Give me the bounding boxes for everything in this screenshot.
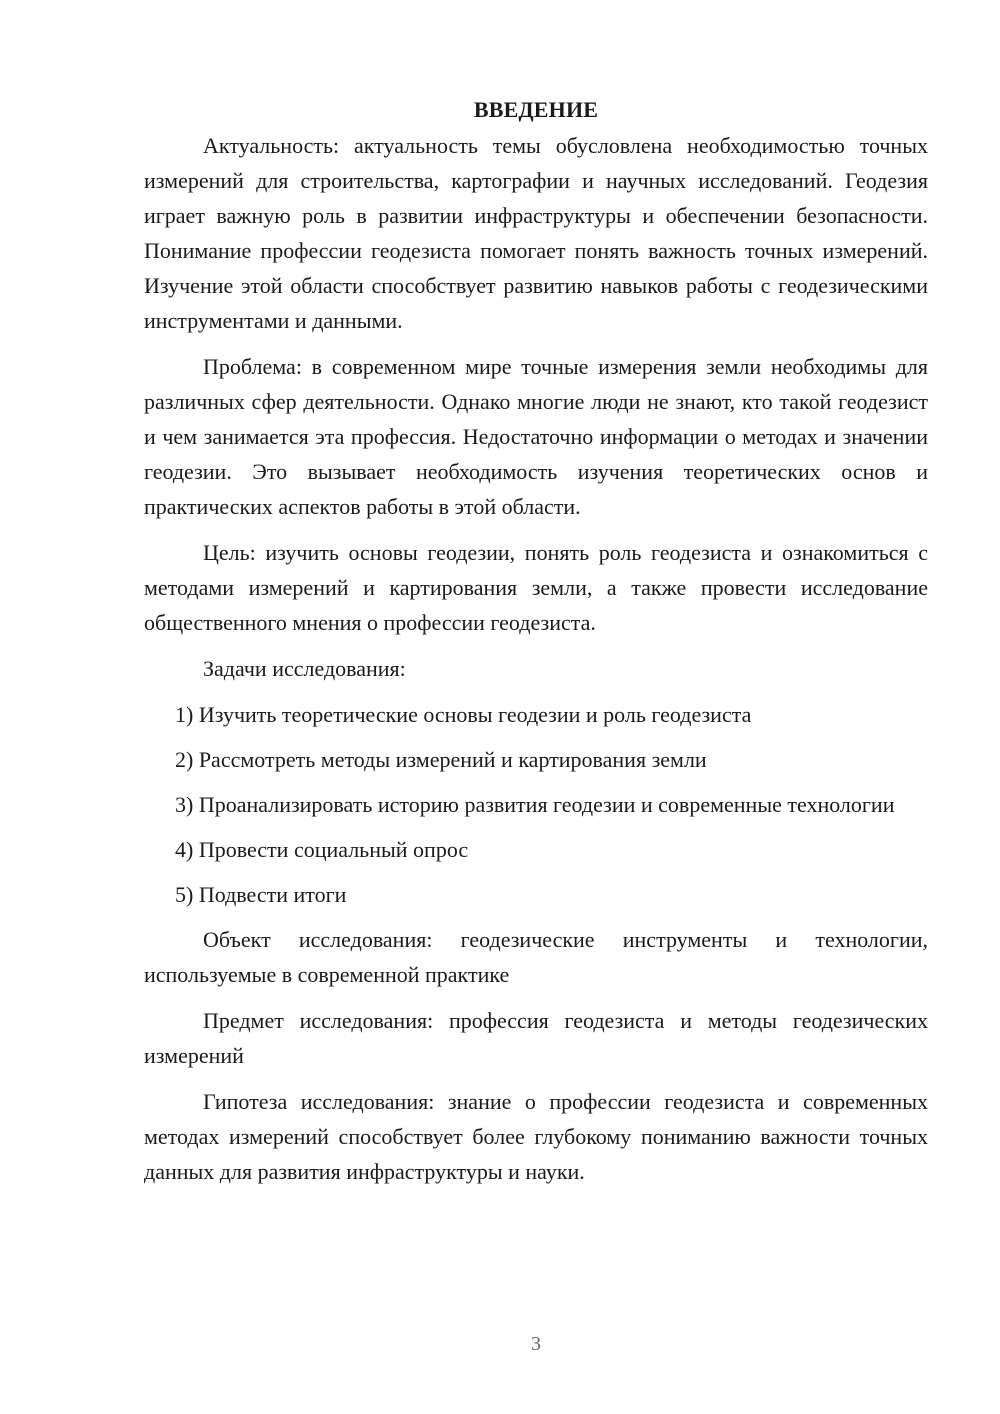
task-item-4: 4) Провести социальный опрос [175,837,469,862]
paragraph-problem: Проблема: в современном мире точные измерения земли необходимы для различных сфер деятельности. Однако многие люди не знают, кто такой геодезист и чем занимается эта профессия. Недостаточно информации о методах и значении геодезии. Это вызывает необходимость изучения теоретических основ и практических аспектов работы в этой области. [144,354,928,519]
task-item-5: 5) Подвести итоги [175,882,347,907]
page-title: ВВЕДЕНИЕ [473,97,599,122]
paragraph-object: Объект исследования: геодезические инструменты и технологии, используемые в современной практике [144,927,928,987]
task-item-2: 2) Рассмотреть методы измерений и картирования земли [175,747,707,772]
task-item-1: 1) Изучить теоретические основы геодезии и роль геодезиста [175,702,752,727]
task-item-3: 3) Проанализировать историю развития геодезии и современные технологии [175,792,895,817]
paragraph-goal: Цель: изучить основы геодезии, понять роль геодезиста и ознакомиться с методами измерений и картирования земли, а также провести исследование общественного мнения о профессии геодезиста. [144,540,928,635]
paragraph-relevance: Актуальность: актуальность темы обусловлена необходимостью точных измерений для строительства, картографии и научных исследований. Геодезия играет важную роль в развитии инфраструктуры и обеспечении безопасности. Понимание профессии геодезиста помогает понять важность точных измерений. Изучение этой области способствует развитию навыков работы с геодезическими инструментами и данными. [144,133,928,333]
paragraph-tasks-heading: Задачи исследования: [203,656,406,681]
paragraph-subject: Предмет исследования: профессия геодезиста и методы геодезических измерений [144,1008,928,1068]
paragraph-hypothesis: Гипотеза исследования: знание о профессии геодезиста и современных методах измерений способствует более глубокому пониманию важности точных данных для развития инфраструктуры и науки. [144,1089,928,1184]
page-number: 3 [531,1333,541,1355]
document-page [144,93,928,1200]
